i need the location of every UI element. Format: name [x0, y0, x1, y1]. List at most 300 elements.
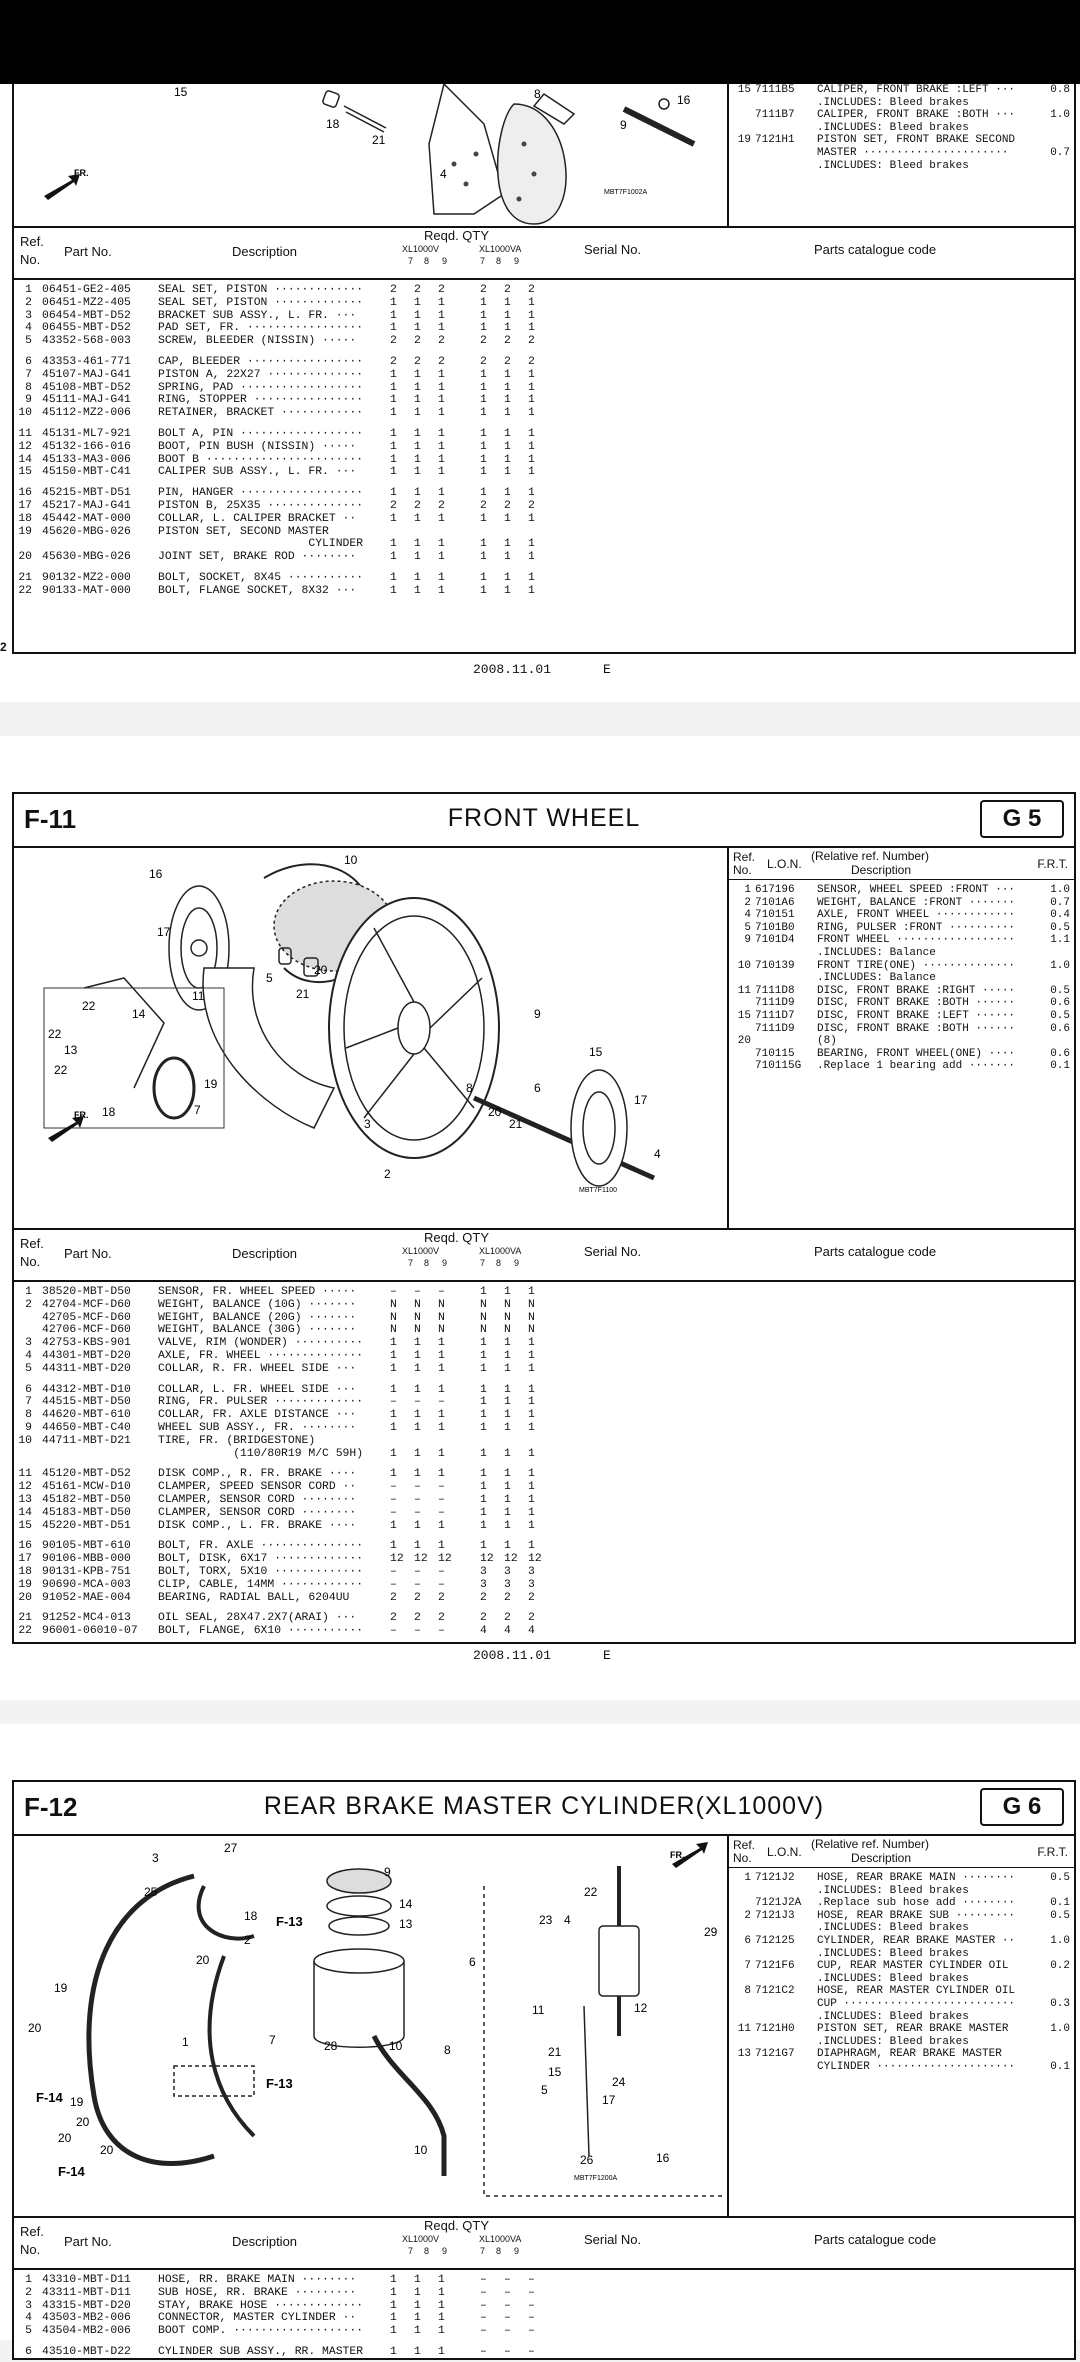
ref-number: 17: [18, 499, 32, 512]
qty-cell: –: [528, 2274, 535, 2286]
table-row: [14, 2287, 1074, 2300]
labor-description: HOSE, REAR BRAKE MAIN ········: [817, 1872, 1016, 1884]
labor-row: [729, 1885, 1074, 1898]
part-description: SCREW, BLEEDER (NISSIN) ·····: [158, 335, 357, 348]
labor-description: DISC, FRONT BRAKE :LEFT ······: [817, 1009, 1016, 1022]
labor-row: [729, 1035, 1074, 1048]
qty-cell: N: [528, 1311, 535, 1324]
part-number: 06451-GE2-405: [42, 284, 131, 296]
year-label: 8: [496, 256, 502, 266]
year-label: 7: [480, 2246, 486, 2256]
labor-description: FRONT TIRE(ONE) ··············: [817, 959, 1016, 972]
frt-value: 0.2: [1050, 1960, 1070, 1973]
part-number: 06451-MZ2-405: [42, 296, 131, 309]
lon-code: 7111B7: [755, 109, 795, 122]
illustration-code: MBT7F1200A: [574, 2175, 618, 2182]
part-description: SUB HOSE, RR. BRAKE ·········: [158, 2286, 357, 2299]
year-label: 8: [424, 2246, 430, 2256]
labor-row: [729, 84, 1074, 97]
qty-cell: 1: [480, 1447, 487, 1460]
part-no-label: Part No.: [64, 1246, 112, 1261]
ref-label: Ref.: [20, 2224, 44, 2239]
year-label: 8: [424, 256, 430, 266]
lon-label: L.O.N.: [767, 1845, 802, 1859]
part-number: 06454-MBT-D52: [42, 309, 131, 322]
frt-value: 0.5: [1050, 1009, 1070, 1022]
qty-cell: 1: [438, 394, 445, 407]
part-description: BOOT, PIN BUSH (NISSIN) ·····: [158, 440, 357, 453]
qty-cell: –: [480, 2299, 487, 2312]
labor-description: DISC, FRONT BRAKE :BOTH ······: [817, 997, 1016, 1010]
callout-label: 21: [509, 1117, 523, 1131]
qty-cell: 1: [438, 2345, 445, 2358]
frt-value: 0.1: [1050, 2060, 1070, 2073]
part-description: HOSE, RR. BRAKE MAIN ········: [158, 2274, 357, 2286]
qty-cell: 1: [414, 2299, 421, 2312]
callout-label: 10: [344, 853, 358, 867]
print-date: 2008.11.01: [473, 662, 552, 677]
ref-number: 4: [25, 2312, 32, 2325]
callout-label: 18: [326, 117, 340, 131]
qty-cell: 1: [528, 322, 535, 335]
part-description: VALVE, RIM (WONDER) ··········: [158, 1337, 364, 1350]
edition-mark: E: [603, 662, 611, 677]
part-description: BOLT, FLANGE, 6X10 ···········: [158, 1625, 364, 1638]
qty-cell: 1: [480, 571, 487, 584]
callout-label: 4: [654, 1147, 661, 1161]
qty-cell: 2: [390, 335, 397, 348]
part-number: 90131-KPB-751: [42, 1565, 131, 1578]
qty-cell: N: [504, 1311, 511, 1324]
qty-cell: 1: [528, 1409, 535, 1422]
qty-cell: 2: [390, 1591, 397, 1604]
labor-row: [729, 122, 1074, 135]
qty-cell: 1: [504, 1519, 511, 1532]
callout-label: 21: [296, 987, 310, 1001]
qty-cell: N: [438, 1311, 445, 1324]
year-label: 8: [424, 1258, 430, 1268]
labor-description: CUP, REAR MASTER CYLINDER OIL: [817, 1960, 1009, 1973]
table-row: [14, 1299, 1074, 1312]
qty-cell: 1: [528, 1337, 535, 1350]
callout-label: 27: [224, 1841, 238, 1855]
parts-table-body: [14, 2270, 1074, 2359]
qty-cell: –: [390, 1396, 397, 1409]
part-number: 44515-MBT-D50: [42, 1396, 131, 1409]
qty-cell: 1: [414, 2274, 421, 2286]
qty-cell: 1: [504, 368, 511, 381]
part-description: CYLINDER: [158, 538, 364, 551]
ref-number: 20: [18, 551, 32, 564]
part-description: SEAL SET, PISTON ·············: [158, 284, 364, 296]
qty-cell: 2: [438, 1591, 445, 1604]
part-number: 45442-MAT-000: [42, 512, 131, 525]
labor-row: [729, 2023, 1074, 2036]
qty-cell: –: [438, 1481, 445, 1494]
qty-cell: 1: [504, 1349, 511, 1362]
part-description: BOLT, TORX, 5X10 ·············: [158, 1565, 364, 1578]
no-label: No.: [733, 1851, 752, 1865]
table-row: [14, 1286, 1074, 1299]
page-frame: [12, 84, 1076, 654]
qty-cell: 2: [438, 1612, 445, 1625]
part-description: PISTON B, 25X35 ··············: [158, 499, 364, 512]
page-header: [14, 1782, 1074, 1836]
lon-code: 7121J3: [755, 1909, 795, 1922]
qty-cell: 12: [438, 1553, 452, 1566]
page-frame: [12, 792, 1076, 1644]
callout-label: 17: [634, 1093, 648, 1107]
labor-list: [729, 1868, 1074, 2074]
qty-cell: N: [480, 1324, 487, 1337]
labor-row: [729, 1998, 1074, 2011]
labor-description: FRONT WHEEL ··················: [817, 934, 1016, 947]
labor-list: [729, 80, 1074, 172]
labor-description: CYLINDER, REAR BRAKE MASTER ··: [817, 1934, 1016, 1947]
ref-number: 15: [737, 1009, 751, 1022]
labor-list: [729, 880, 1074, 1073]
ref-number: 8: [25, 1409, 32, 1422]
qty-cell: –: [504, 2312, 511, 2325]
qty-cell: 1: [414, 584, 421, 597]
qty-cell: 3: [504, 1565, 511, 1578]
lon-code: 7111D7: [755, 1009, 795, 1022]
ref-number: 18: [18, 512, 32, 525]
part-number: 90106-MBB-000: [42, 1553, 131, 1566]
labor-row: [729, 997, 1074, 1010]
labor-row: [729, 1872, 1074, 1885]
callout-label: 29: [704, 1925, 718, 1939]
qty-cell: 1: [504, 296, 511, 309]
ref-number: 14: [18, 453, 32, 466]
reqd-qty-label: Reqd. QTY: [424, 1230, 490, 1245]
labor-row: [729, 1922, 1074, 1935]
year-label: 7: [408, 1258, 414, 1268]
print-date: 2008.11.01: [473, 1648, 552, 1663]
illustration-code: MBT7F1100: [579, 1187, 617, 1194]
labor-description: .INCLUDES: Bleed brakes: [817, 2035, 969, 2048]
ref-number: 4: [25, 322, 32, 335]
callout-label: F-14: [58, 2164, 85, 2179]
ref-number: 21: [18, 1612, 32, 1625]
qty-cell: 1: [414, 1447, 421, 1460]
ref-number: 21: [18, 571, 32, 584]
qty-cell: 1: [480, 1540, 487, 1553]
qty-cell: 1: [504, 1362, 511, 1375]
callout-label: 15: [174, 85, 188, 99]
qty-cell: 1: [414, 512, 421, 525]
qty-cell: 1: [480, 538, 487, 551]
part-description: SENSOR, FR. WHEEL SPEED ·····: [158, 1286, 357, 1298]
table-row: [14, 1448, 1074, 1461]
table-row: [14, 2312, 1074, 2325]
qty-cell: 1: [438, 1349, 445, 1362]
callout-label: 20: [488, 1105, 502, 1119]
frt-value: 0.6: [1050, 1022, 1070, 1035]
frt-value: 1.0: [1050, 1934, 1070, 1947]
table-row: [14, 335, 1074, 348]
qty-cell: 1: [528, 1447, 535, 1460]
table-row: [14, 1507, 1074, 1520]
callout-label: 22: [54, 1063, 68, 1077]
page-frame: [12, 1780, 1076, 2360]
qty-cell: –: [438, 1506, 445, 1519]
svg-text:FR.: FR.: [670, 1850, 685, 1860]
parts-table: [14, 2216, 1074, 2362]
part-description: BEARING, RADIAL BALL, 6204UU: [158, 1591, 350, 1604]
callout-label: 21: [372, 133, 386, 147]
ref-number: 5: [25, 335, 32, 348]
qty-cell: 1: [528, 1362, 535, 1375]
description-label: Description: [232, 1246, 298, 1261]
qty-cell: 2: [480, 335, 487, 348]
qty-cell: 1: [528, 407, 535, 420]
part-number: 42753-KBS-901: [42, 1337, 131, 1350]
parts-table-header: [14, 2216, 1074, 2270]
qty-cell: 1: [504, 1421, 511, 1434]
qty-cell: 1: [438, 512, 445, 525]
description-label: Description: [232, 244, 298, 259]
part-description: SPRING, PAD ··················: [158, 381, 364, 394]
qty-cell: 1: [390, 466, 397, 479]
part-description: CLAMPER, SENSOR CORD ········: [158, 1493, 357, 1506]
qty-cell: 1: [390, 1519, 397, 1532]
qty-cell: 2: [504, 284, 511, 296]
table-row: [14, 538, 1074, 551]
labor-panel-header: [729, 1836, 1074, 1868]
ref-number: 3: [25, 2299, 32, 2312]
table-row: [14, 407, 1074, 420]
qty-cell: 1: [390, 2274, 397, 2286]
qty-cell: –: [390, 1286, 397, 1298]
ref-number: 3: [25, 309, 32, 322]
labor-description: .INCLUDES: Bleed brakes: [817, 1922, 969, 1935]
table-row: [14, 1540, 1074, 1553]
qty-cell: 1: [414, 2286, 421, 2299]
qty-cell: 1: [480, 466, 487, 479]
qty-cell: 1: [528, 1481, 535, 1494]
part-number: 90690-MCA-003: [42, 1578, 131, 1591]
front-wheel-illustration: [14, 848, 727, 1228]
ref-number: 10: [737, 959, 751, 972]
part-number: 42705-MCF-D60: [42, 1311, 131, 1324]
table-row: [14, 526, 1074, 539]
frt-value: 0.7: [1050, 896, 1070, 909]
table-row: [14, 1520, 1074, 1533]
qty-cell: N: [438, 1324, 445, 1337]
qty-cell: 1: [414, 427, 421, 440]
ref-number: 1: [25, 284, 32, 296]
labor-description: (8): [817, 1035, 837, 1048]
part-description: CLIP, CABLE, 14MM ············: [158, 1578, 364, 1591]
part-number: 43504-MB2-006: [42, 2325, 131, 2338]
qty-cell: 1: [390, 487, 397, 500]
table-row: [14, 513, 1074, 526]
table-row: [14, 2325, 1074, 2338]
callout-label: 19: [54, 1981, 68, 1995]
frt-value: 0.5: [1050, 921, 1070, 934]
parts-table: [14, 1228, 1074, 1646]
qty-cell: 1: [390, 309, 397, 322]
table-row: [14, 297, 1074, 310]
qty-cell: 1: [390, 1468, 397, 1481]
qty-cell: 1: [390, 1383, 397, 1396]
table-row: [14, 1324, 1074, 1337]
qty-cell: 1: [414, 487, 421, 500]
labor-row: [729, 1010, 1074, 1023]
part-number: 43352-568-003: [42, 335, 131, 348]
labor-row: [729, 922, 1074, 935]
qty-cell: 4: [504, 1625, 511, 1638]
ref-number: 22: [18, 1625, 32, 1638]
qty-cell: 2: [504, 335, 511, 348]
ref-number: 15: [737, 84, 751, 96]
parts-table-body: [14, 280, 1074, 598]
callout-label: 20: [28, 2021, 42, 2035]
qty-cell: 1: [390, 1362, 397, 1375]
qty-cell: 1: [480, 1362, 487, 1375]
qty-cell: 1: [414, 1421, 421, 1434]
lon-code: 710151: [755, 909, 795, 922]
labor-row: [729, 985, 1074, 998]
labor-description: RING, PULSER :FRONT ··········: [817, 921, 1016, 934]
qty-cell: –: [528, 2325, 535, 2338]
qty-cell: 1: [480, 322, 487, 335]
qty-cell: –: [414, 1506, 421, 1519]
labor-description: PISTON SET, FRONT BRAKE SECOND: [817, 134, 1016, 147]
labor-row: [729, 947, 1074, 960]
callout-label: 11: [532, 2003, 545, 2017]
qty-cell: 1: [414, 2312, 421, 2325]
labor-description: .INCLUDES: Bleed brakes: [817, 1884, 969, 1897]
labor-description: BEARING, FRONT WHEEL(ONE) ····: [817, 1047, 1016, 1060]
part-number: 45133-MA3-006: [42, 453, 131, 466]
frt-value: 0.6: [1050, 997, 1070, 1010]
part-description: PISTON SET, SECOND MASTER: [158, 525, 329, 538]
part-number: 43310-MBT-D11: [42, 2274, 131, 2286]
callout-label: 20: [314, 963, 328, 977]
table-row: [14, 500, 1074, 513]
ref-number: 1: [744, 1872, 751, 1884]
table-row: [14, 441, 1074, 454]
qty-cell: 1: [390, 1349, 397, 1362]
labor-description: .INCLUDES: Bleed brakes: [817, 1947, 969, 1960]
qty-cell: N: [390, 1324, 397, 1337]
callout-label: 14: [399, 1897, 413, 1911]
qty-cell: 1: [528, 1506, 535, 1519]
qty-cell: 1: [504, 1447, 511, 1460]
callout-label: 5: [541, 2083, 548, 2097]
qty-cell: 1: [390, 2312, 397, 2325]
qty-cell: –: [480, 2325, 487, 2338]
qty-cell: N: [390, 1311, 397, 1324]
labor-row: [729, 1910, 1074, 1923]
part-description: COLLAR, L. FR. WHEEL SIDE ···: [158, 1383, 357, 1396]
callout-label: 13: [64, 1043, 78, 1057]
qty-cell: 1: [504, 453, 511, 466]
lon-code: 7111B5: [755, 84, 795, 96]
qty-cell: 2: [480, 499, 487, 512]
labor-description: CALIPER, FRONT BRAKE :LEFT ···: [817, 84, 1016, 96]
qty-cell: 2: [438, 335, 445, 348]
qty-cell: 1: [390, 2286, 397, 2299]
qty-cell: 1: [480, 453, 487, 466]
ref-number: 11: [737, 2023, 751, 2036]
qty-cell: 1: [480, 309, 487, 322]
qty-cell: N: [390, 1298, 397, 1311]
callout-label: 22: [584, 1885, 598, 1899]
qty-cell: 12: [390, 1553, 404, 1566]
qty-cell: 12: [528, 1553, 542, 1566]
lon-code: 617196: [755, 884, 795, 896]
ref-number: 6: [25, 2345, 32, 2358]
qty-cell: 1: [528, 453, 535, 466]
table-row: [14, 1363, 1074, 1376]
qty-cell: 1: [504, 1409, 511, 1422]
qty-cell: 1: [414, 368, 421, 381]
qty-cell: N: [528, 1324, 535, 1337]
lon-code: 710115G: [755, 1060, 802, 1073]
qty-cell: 1: [480, 1337, 487, 1350]
qty-cell: 1: [528, 1540, 535, 1553]
lon-code: 7101D4: [755, 934, 795, 947]
ref-number: 2: [25, 1298, 32, 1311]
lon-code: 7111D9: [755, 997, 795, 1010]
part-description: CALIPER SUB ASSY., L. FR. ···: [158, 466, 357, 479]
qty-cell: 1: [390, 584, 397, 597]
qty-cell: 1: [504, 538, 511, 551]
qty-cell: –: [504, 2299, 511, 2312]
year-label: 7: [480, 1258, 486, 1268]
qty-cell: 1: [438, 2325, 445, 2338]
table-row: [14, 2346, 1074, 2359]
callout-label: 20: [196, 1953, 210, 1967]
qty-cell: 1: [390, 368, 397, 381]
qty-cell: 1: [390, 1409, 397, 1422]
callout-label: F-14: [36, 2090, 63, 2105]
qty-cell: 2: [528, 1591, 535, 1604]
table-row: [14, 369, 1074, 382]
qty-cell: 1: [390, 538, 397, 551]
qty-cell: –: [414, 1565, 421, 1578]
qty-cell: 3: [528, 1565, 535, 1578]
qty-cell: 1: [438, 466, 445, 479]
qty-cell: –: [504, 2274, 511, 2286]
qty-cell: 1: [390, 322, 397, 335]
catalog-page-f12: [0, 1724, 1080, 2358]
qty-cell: 1: [480, 407, 487, 420]
qty-cell: N: [528, 1298, 535, 1311]
part-description: BOLT, DISK, 6X17 ·············: [158, 1553, 364, 1566]
qty-cell: 1: [480, 381, 487, 394]
frt-value: 0.8: [1050, 84, 1070, 96]
qty-cell: 4: [480, 1625, 487, 1638]
labor-row: [729, 1935, 1074, 1948]
table-row: [14, 487, 1074, 500]
qty-cell: 1: [480, 551, 487, 564]
qty-cell: –: [504, 2286, 511, 2299]
ref-number: 4: [744, 909, 751, 922]
labor-row: [729, 134, 1074, 147]
lon-code: 7111D9: [755, 1022, 795, 1035]
part-number: 44711-MBT-D21: [42, 1434, 131, 1447]
edition-mark: E: [603, 1648, 611, 1663]
ref-number: 9: [25, 394, 32, 407]
qty-cell: 1: [480, 584, 487, 597]
labor-description: .Replace 1 bearing add ·······: [817, 1060, 1016, 1073]
part-number: 43353-461-771: [42, 355, 131, 368]
part-description: STAY, BRAKE HOSE ·············: [158, 2299, 364, 2312]
